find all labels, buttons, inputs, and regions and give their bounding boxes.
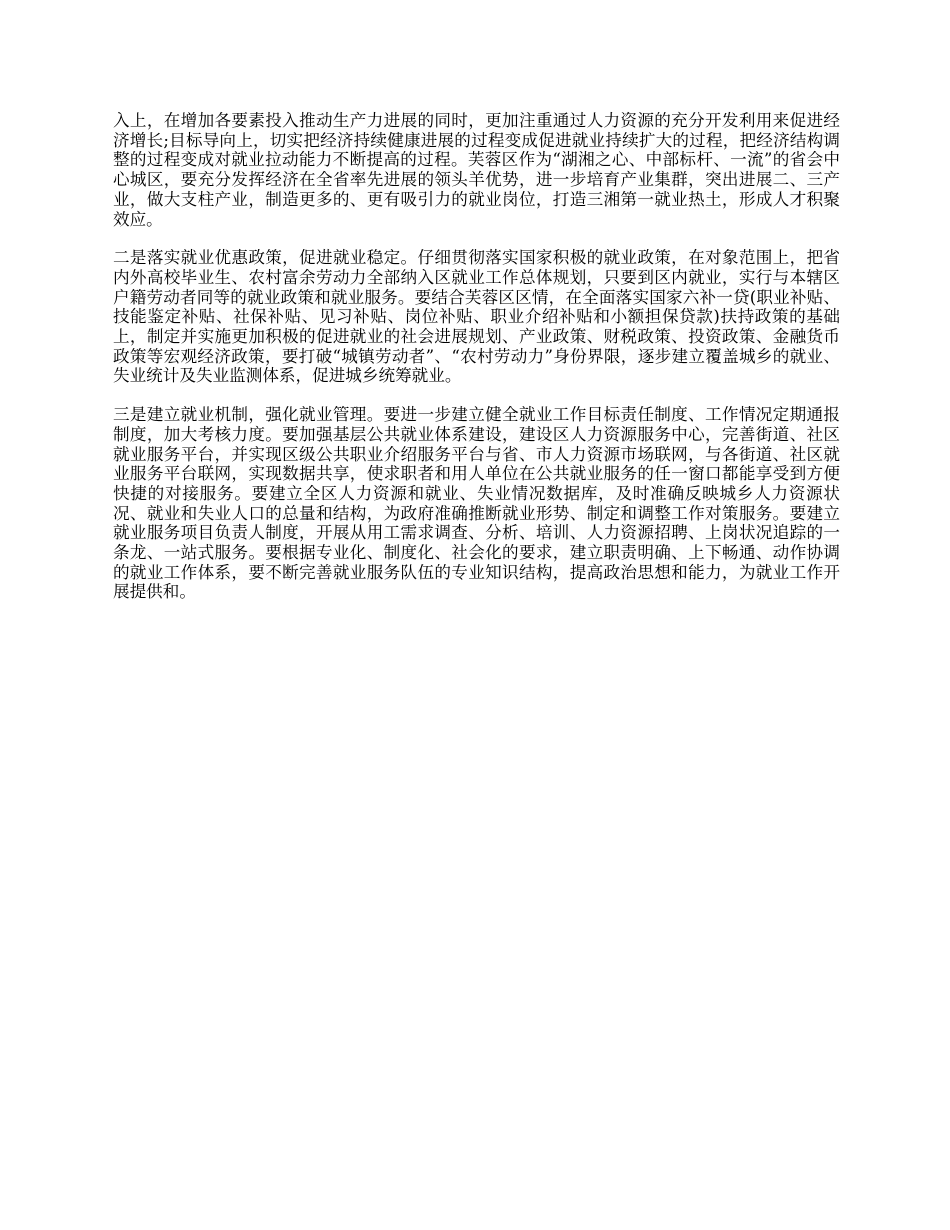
paragraph-employment-policy: 二是落实就业优惠政策，促进就业稳定。仔细贯彻落实国家积极的就业政策，在对象范围上，把省内外高校毕业生、农村富余劳动力全部纳入区就业工作总体规划，只要到区内就业，实行与本辖区户籍劳动者同等的就业政策和就业服务。要结合芙蓉区区情，在全面落实国家六补一贷(职业补贴、技能鉴定补贴、社保补贴、见习补贴、岗位补贴、职业介绍补贴和小额担保贷款)扶持政策的基础上，制定并实施更加积极的促进就业的社会进展规划、产业政策、财税政策、投资政策、金融货币政策等宏观经济政策，要打破“城镇劳动者”、“农村劳动力”身份界限，逐步建立覆盖城乡的就业、失业统计及失业监测体系，促进城乡统筹就业。 [113,248,840,386]
paragraph-employment-mechanism: 三是建立就业机制，强化就业管理。要进一步建立健全就业工作目标责任制度、工作情况定期通报制度，加大考核力度。要加强基层公共就业体系建设，建设区人力资源服务中心，完善街道、社区就业服务平台，并实现区级公共职业介绍服务平台与省、市人力资源市场联网，与各街道、社区就业服务平台联网，实现数据共享，使求职者和用人单位在公共就业服务的任一窗口都能享受到方便快捷的对接服务。要建立全区人力资源和就业、失业情况数据库，及时准确反映城乡人力资源状况、就业和失业人口的总量和结构，为政府准确推断就业形势、制定和调整工作对策服务。要建立就业服务项目负责人制度，开展从用工需求调查、分析、培训、人力资源招聘、上岗状况追踪的一条龙、一站式服务。要根据专业化、制度化、社会化的要求，建立职责明确、上下畅通、动作协调的就业工作体系，要不断完善就业服务队伍的专业知识结构，提高政治思想和能力，为就业工作开展提供和。 [113,405,840,602]
document-body [113,111,840,602]
paragraph-economic-growth: 入上，在增加各要素投入推动生产力进展的同时，更加注重通过人力资源的充分开发利用来促进经济增长;目标导向上，切实把经济持续健康进展的过程变成促进就业持续扩大的过程，把经济结构调整的过程变成对就业拉动能力不断提高的过程。芙蓉区作为“湖湘之心、中部标杆、一流”的省会中心城区，要充分发挥经济在全省率先进展的领头羊优势，进一步培育产业集群，突出进展二、三产业，做大支柱产业，制造更多的、更有吸引力的就业岗位，打造三湘第一就业热土，形成人才积聚效应。 [113,111,840,229]
